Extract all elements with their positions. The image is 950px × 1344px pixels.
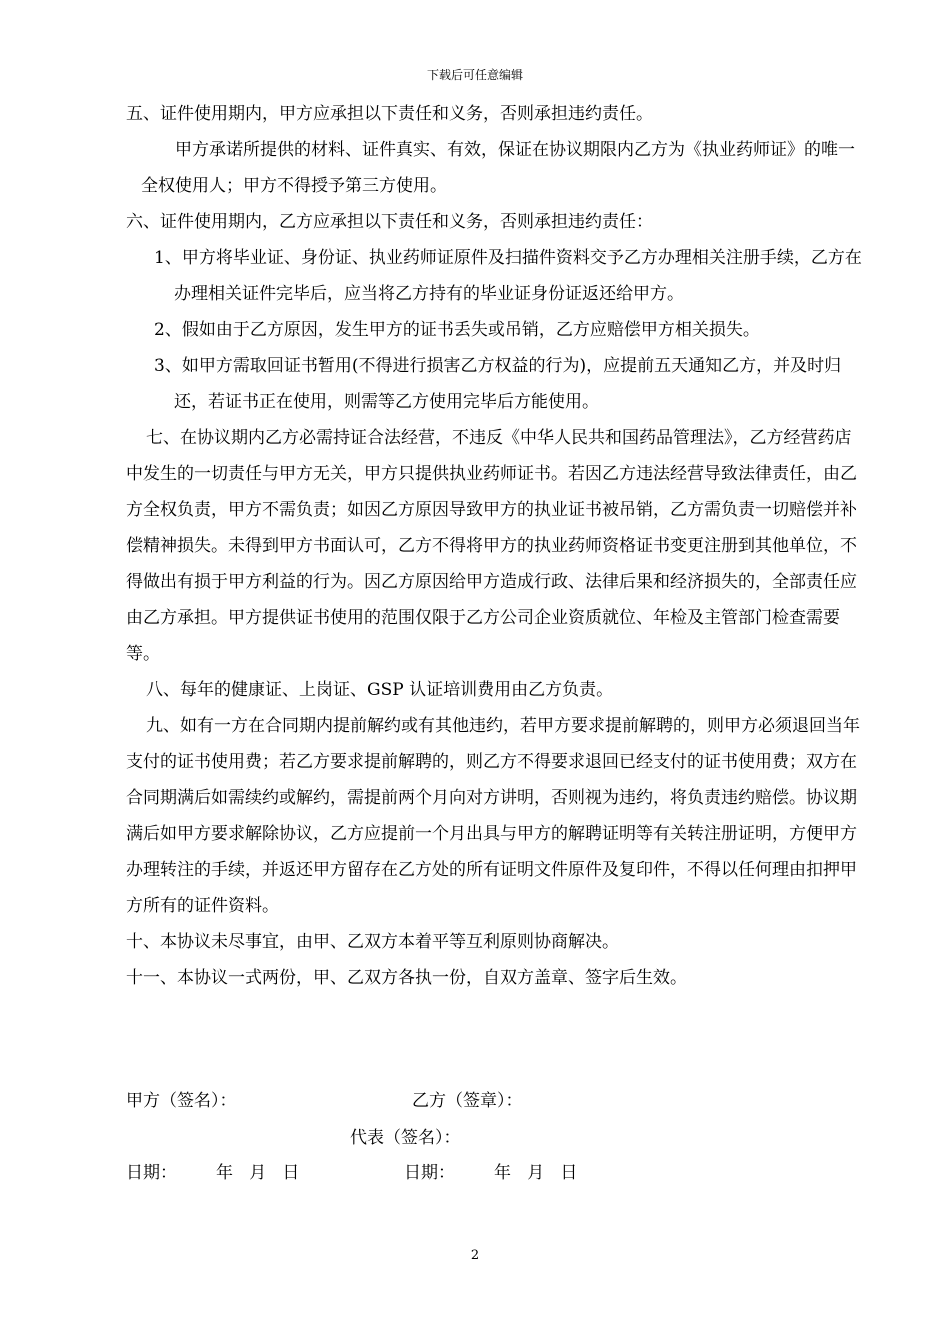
clause-5-detail: 甲方承诺所提供的材料、证件真实、有效，保证在协议期限内乙方为《执业药师证》的唯一全权使用人；甲方不得授予第三方使用。 xyxy=(141,140,855,196)
party-a-signature-label: 甲方（签名）： xyxy=(126,1091,237,1111)
document-body xyxy=(126,96,866,996)
party-b-date-label: 日期： xyxy=(404,1163,455,1183)
clause-6-item-3: 3、如甲方需取回证书暂用(不得进行损害乙方权益的行为)，应提前五天通知乙方，并及时归还，若证书正在使用，则需等乙方使用完毕后方能使用。 xyxy=(154,356,842,412)
party-b-date-blank: 年 月 日 xyxy=(494,1163,578,1183)
page-header: 下载后可任意编辑 xyxy=(426,68,523,82)
clause-5: 五、证件使用期内，甲方应承担以下责任和义务，否则承担违约责任。 xyxy=(126,104,653,124)
page-number: 2 xyxy=(470,1248,480,1263)
clause-7: 七、在协议期内乙方必需持证合法经营，不违反《中华人民共和国药品管理法》，乙方经营药店中发生的一切责任与甲方无关，甲方只提供执业药师证书。若因乙方违法经营导致法律责任，由乙方全权负责，甲方不需负责；如因乙方原因导致甲方的执业证书被吊销，乙方需负责一切赔偿并补偿精神损失。未得到甲方书面认可，乙方不得将甲方的执业药师资格证书变更注册到其他单位，不得做出有损于甲方利益的行为。因乙方原因给甲方造成行政、法律后果和经济损失的，全部责任应由乙方承担。甲方提供证书使用的范围仅限于乙方公司企业资质就位、年检及主管部门检查需要等。 xyxy=(126,428,857,664)
representative-signature-label: 代表（签名）： xyxy=(350,1128,461,1148)
party-b-signature-label: 乙方（签章）： xyxy=(412,1091,523,1111)
party-a-date-label: 日期： xyxy=(126,1163,177,1183)
clause-8: 八、每年的健康证、上岗证、GSP 认证培训费用由乙方负责。 xyxy=(146,680,614,700)
clause-6-item-2: 2、假如由于乙方原因，发生甲方的证书丢失或吊销，乙方应赔偿甲方相关损失。 xyxy=(154,320,760,340)
clause-6: 六、证件使用期内，乙方应承担以下责任和义务，否则承担违约责任： xyxy=(126,212,653,232)
clause-9: 九、如有一方在合同期内提前解约或有其他违约，若甲方要求提前解聘的，则甲方必须退回当年支付的证书使用费；若乙方要求提前解聘的，则乙方不得要求退回已经支付的证书使用费；双方在合同期满后如需续约或解约，需提前两个月向对方讲明，否则视为违约，将负责违约赔偿。协议期满后如甲方要求解除协议，乙方应提前一个月出具与甲方的解聘证明等有关转注册证明，方便甲方办理转注的手续，并返还甲方留存在乙方处的所有证明文件原件及复印件，不得以任何理由扣押甲方所有的证件资料。 xyxy=(126,716,860,916)
party-a-date-blank: 年 月 日 xyxy=(216,1163,300,1183)
clause-11: 十一、本协议一式两份，甲、乙双方各执一份，自双方盖章、签字后生效。 xyxy=(126,968,687,988)
clause-6-item-1: 1、甲方将毕业证、身份证、执业药师证原件及扫描件资料交予乙方办理相关注册手续，乙方在办理相关证件完毕后，应当将乙方持有的毕业证身份证返还给甲方。 xyxy=(154,248,862,304)
clause-10: 十、本协议未尽事宜，由甲、乙双方本着平等互利原则协商解决。 xyxy=(126,932,619,952)
